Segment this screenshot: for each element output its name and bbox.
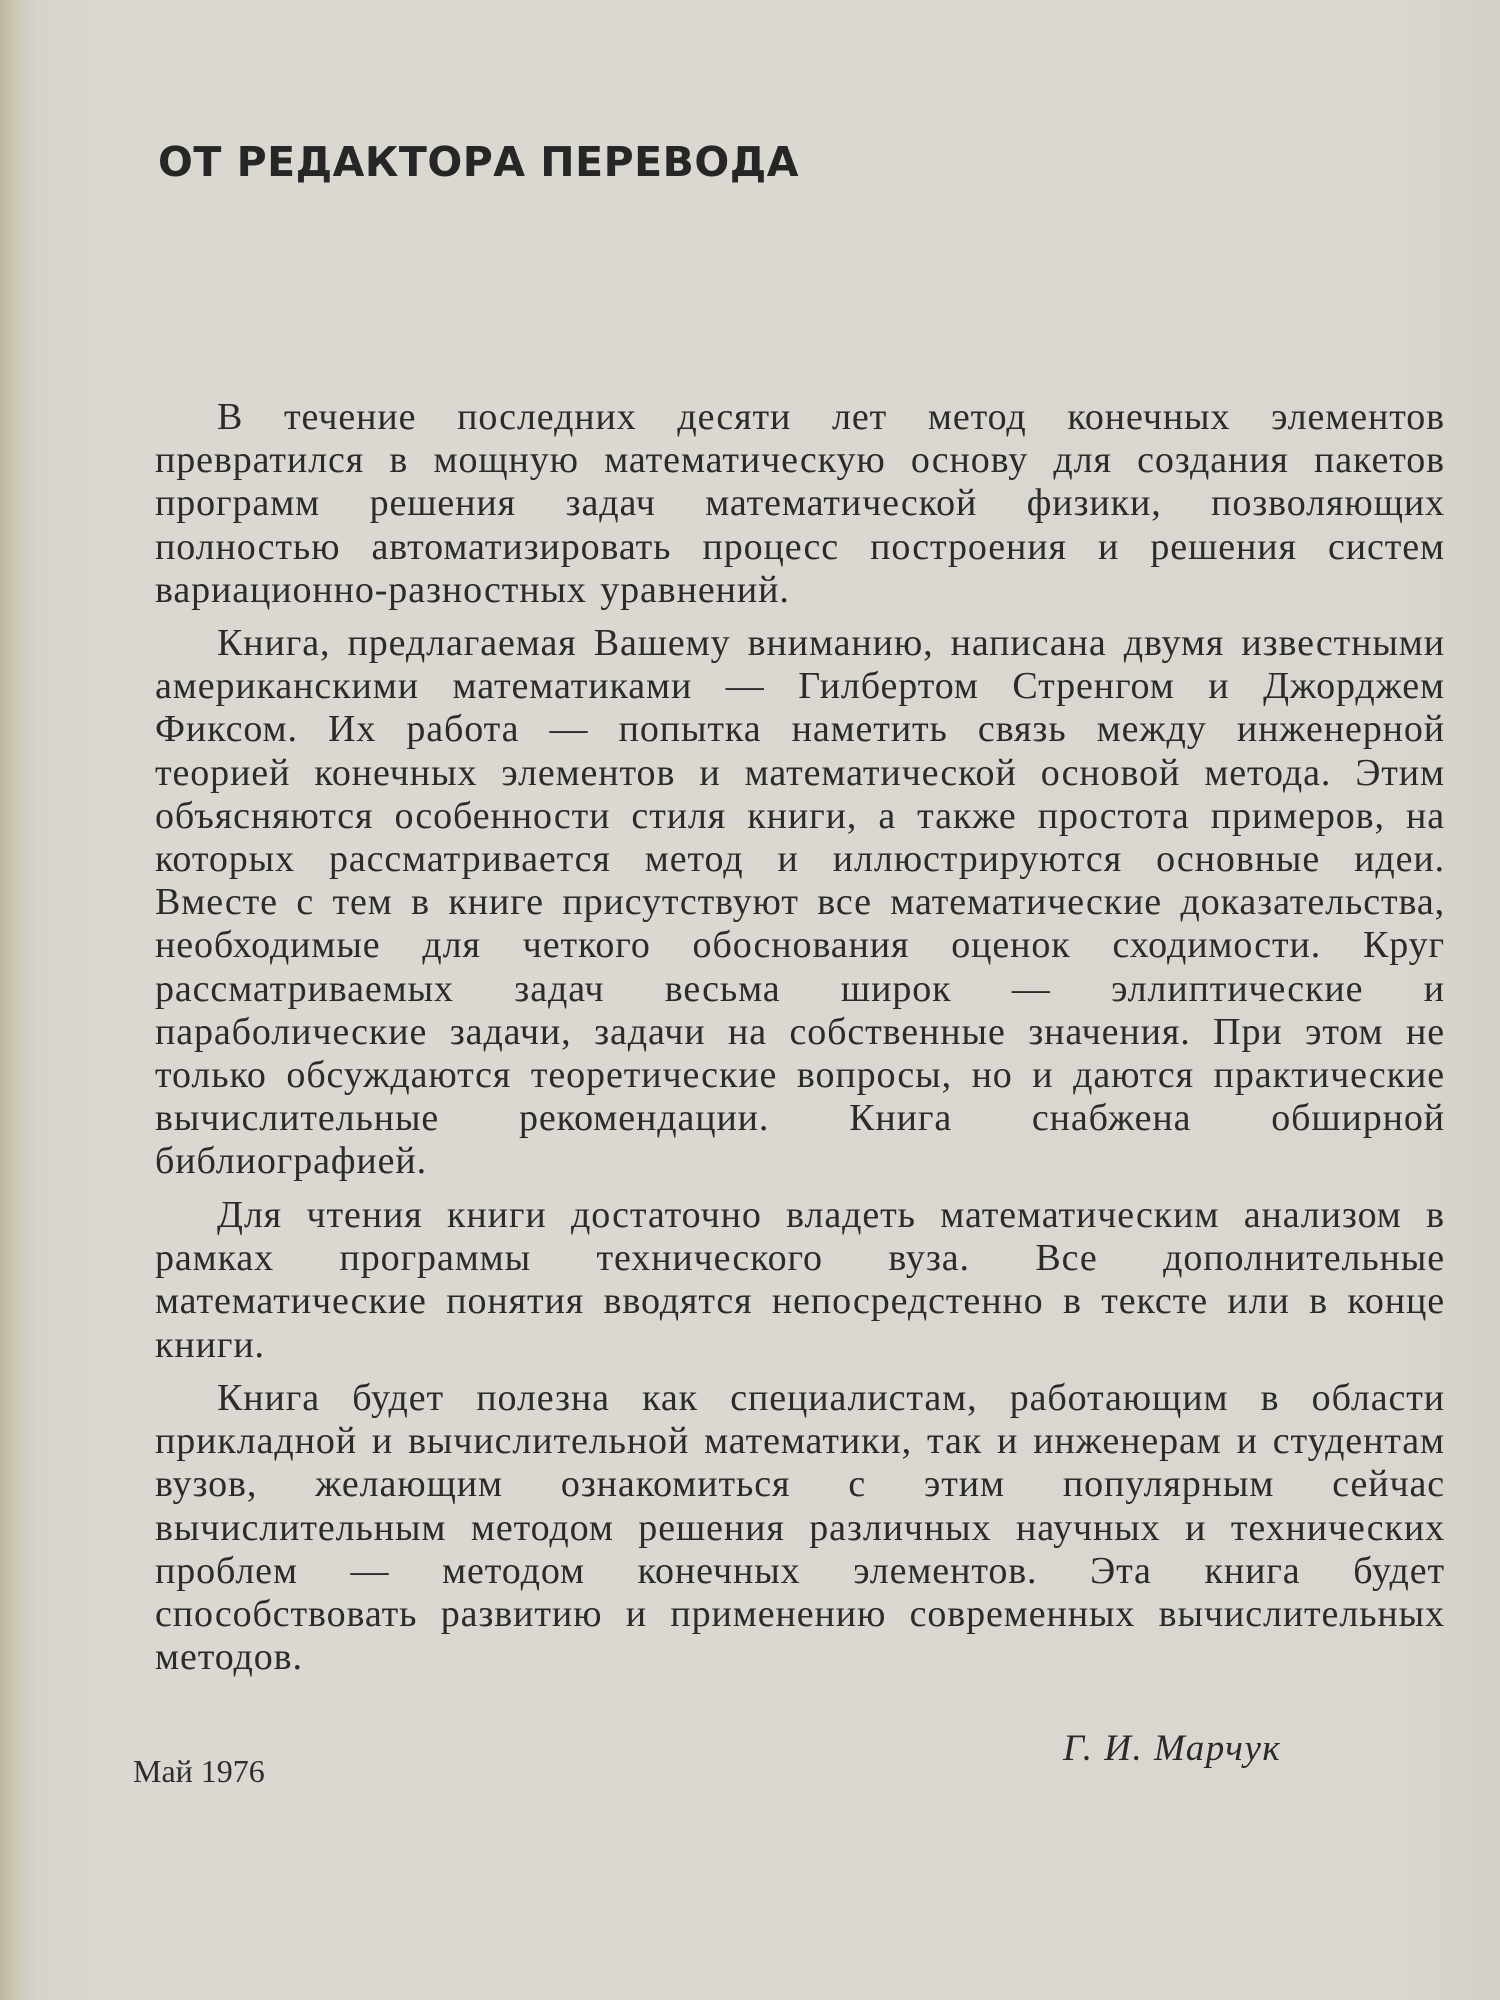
paragraph-about-book: Книга, предлагаемая Вашему вниманию, написана двумя известными американскими математиками — Гилбертом Стренгом и Джорджем Фиксом. Их работа — попытка наметить связь между инженерной теорией конечных элементов и математической основой метода. Этим объясняются особенности стиля книги, а также простота примеров, на которых рассматривается метод и иллюстрируются основные идеи. Вместе с тем в книге присутствуют все математические доказательства, необходимые для четкого обоснования оценок сходимости. Круг рассматриваемых задач весьма широк — эллиптические и параболические задачи, задачи на собственные значения. При этом не только обсуждаются теоретические вопросы, но и даются практические вычислительные рекомендации. Книга снабжена обширной библиографией.	[155, 622, 1445, 1183]
date-line: Май 1976	[133, 1753, 265, 1789]
editor-signature: Г. И. Марчук	[1063, 1728, 1282, 1769]
page-spine-shadow	[0, 0, 26, 2000]
page-title: ОТ РЕДАКТОРА ПЕРЕВОДА	[158, 138, 800, 186]
paragraph-intro: В течение последних десяти лет метод конечных элементов превратился в мощную математическую основу для создания пакетов программ решения задач математической физики, позволяющих полностью автоматизировать процесс построения и решения систем вариационно-разностных уравнений.	[155, 396, 1445, 611]
paragraph-audience: Книга будет полезна как специалистам, работающим в области прикладной и вычислительной математики, так и инженерам и студентам вузов, желающим ознакомиться с этим популярным сейчас вычислительным методом решения различных научных и технических проблем — методом конечных элементов. Эта книга будет способствовать развитию и применению современных вычислительных методов.	[155, 1377, 1445, 1679]
paragraph-prerequisites: Для чтения книги достаточно владеть математическим анализом в рамках программы технического вуза. Все дополнительные математические понятия вводятся непосредстенно в тексте или в конце книги.	[155, 1194, 1445, 1366]
